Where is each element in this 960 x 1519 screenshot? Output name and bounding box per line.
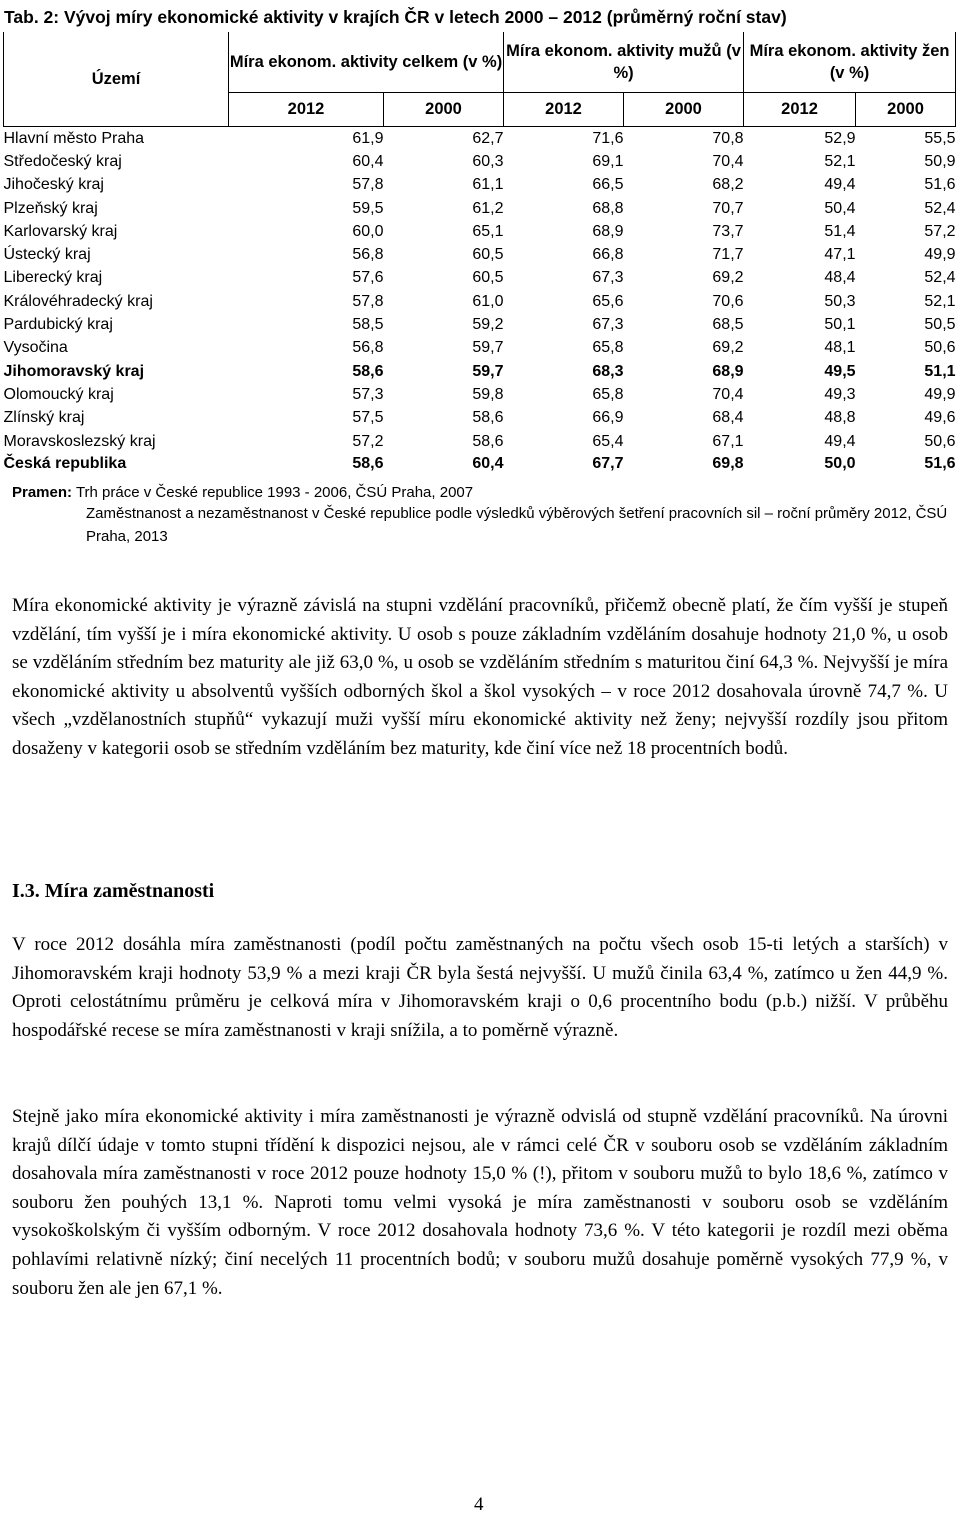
- group-header-total: Míra ekonom. aktivity celkem (v %): [229, 32, 504, 92]
- paragraph-employment-rate: V roce 2012 dosáhla míra zaměstnanosti (podíl počtu zaměstnaných na počtu všech osob 15-ti letých a starších) v Jihomoravském kraji hodnoty 53,9 % a mezi kraji ČR byla šestá nejvyšší. U mužů činila 63,4 %, zatímco u žen 44,9 %. Oproti celostátnímu průměru je celková míra v Jihomoravském kraji o 0,6 procentního bodu (p.b.) nižší. V průběhu hospodářské recese se míra zaměstnanosti v kraji snížila, a to poměrně výrazně.: [12, 934, 948, 1041]
- paragraph-employment-education: Stejně jako míra ekonomické aktivity i míra zaměstnanosti je výrazně odvislá od stupně vzdělání pracovníků. Na úrovni krajů dílčí údaje v tomto stupni třídění k dispozici nejsou, ale v rámci celé ČR v souboru osob se vzděláním základním dosahovala míra zaměstnanosti v roce 2012 pouze hodnoty 15,0 % (!), přitom v souboru mužů to bylo 18,6 %, zatímco v souboru žen pouhých 13,1 %. Naproti tomu velmi vysoká je míra zaměstnanosti v souboru osob se vzděláním vysokoškolským či vyšším odborným. V roce 2012 dosahovala hodnoty 73,6 %. V této kategorii je rozdíl mezi oběma pohlavími relativně nízký; činí necelých 11 procentních bodů; v souboru mužů dosahuje poměrně vysokých 77,9 %, v souboru žen ale jen 67,1 %.: [12, 1106, 948, 1299]
- section-heading: I.3. Míra zaměstnanosti: [12, 880, 215, 902]
- value-cell: 49,5: [824, 362, 856, 380]
- value-cell: 51,1: [924, 362, 956, 380]
- value-cell: 66,9: [592, 409, 624, 427]
- region-name: Pardubický kraj: [3, 316, 113, 334]
- value-cell: 70,7: [712, 199, 744, 217]
- table-row: [4, 429, 956, 452]
- value-cell: 47,1: [824, 246, 856, 264]
- value-cell: 58,6: [472, 409, 504, 427]
- table-row: [4, 359, 956, 382]
- value-cell: 52,4: [924, 269, 956, 287]
- region-name: Jihomoravský kraj: [3, 362, 145, 380]
- value-cell: 70,4: [712, 152, 744, 170]
- table-row: [4, 453, 956, 475]
- region-name: Středočeský kraj: [3, 152, 122, 170]
- table-row: [4, 313, 956, 336]
- value-cell: 57,8: [352, 176, 384, 194]
- value-cell: 57,6: [352, 269, 384, 287]
- value-cell: 58,6: [472, 432, 504, 450]
- table-row: [4, 126, 956, 150]
- value-cell: 69,2: [712, 269, 744, 287]
- value-cell: 49,9: [924, 385, 956, 403]
- value-cell: 52,9: [824, 129, 856, 147]
- value-cell: 55,5: [924, 129, 956, 147]
- value-cell: 60,3: [472, 152, 504, 170]
- value-cell: 50,1: [824, 316, 856, 334]
- value-cell: 49,9: [924, 246, 956, 264]
- value-cell: 57,2: [352, 432, 384, 450]
- value-cell: 60,5: [472, 246, 504, 264]
- region-name: Hlavní město Praha: [3, 129, 145, 147]
- table-row: [4, 150, 956, 173]
- region-name: Jihočeský kraj: [3, 176, 104, 194]
- value-cell: 50,6: [924, 339, 956, 357]
- value-cell: 71,7: [712, 246, 744, 264]
- value-cell: 65,4: [592, 432, 624, 450]
- table-row: [4, 196, 956, 219]
- value-cell: 68,9: [592, 222, 624, 240]
- value-cell: 61,9: [352, 129, 384, 147]
- value-cell: 71,6: [592, 129, 624, 147]
- table-row: [4, 220, 956, 243]
- value-cell: 48,4: [824, 269, 856, 287]
- value-cell: 70,4: [712, 385, 744, 403]
- value-cell: 58,6: [352, 362, 384, 380]
- value-cell: 59,7: [472, 339, 504, 357]
- year-header: 2012: [504, 92, 624, 126]
- value-cell: 61,2: [472, 199, 504, 217]
- value-cell: 51,4: [824, 222, 856, 240]
- region-name: Liberecký kraj: [3, 269, 103, 287]
- value-cell: 61,0: [472, 292, 504, 310]
- value-cell: 73,7: [712, 222, 744, 240]
- year-header: 2000: [856, 92, 956, 126]
- source-label: Pramen:: [12, 484, 73, 501]
- value-cell: 50,9: [924, 152, 956, 170]
- value-cell: 51,6: [924, 454, 956, 472]
- value-cell: 66,8: [592, 246, 624, 264]
- group-header-women: Míra ekonom. aktivity žen (v %): [744, 32, 956, 92]
- value-cell: 60,4: [352, 152, 384, 170]
- value-cell: 68,4: [712, 409, 744, 427]
- value-cell: 70,8: [712, 129, 744, 147]
- value-cell: 61,1: [472, 176, 504, 194]
- value-cell: 60,4: [472, 454, 504, 472]
- source-text-2: Zaměstnanost a nezaměstnanost v České republice podle výsledků výběrových šetření pracovních sil – roční průměry 2012, ČSÚ Praha, 2013: [86, 505, 948, 545]
- value-cell: 67,3: [592, 269, 624, 287]
- value-cell: 59,2: [472, 316, 504, 334]
- value-cell: 56,8: [352, 246, 384, 264]
- table-row: [4, 173, 956, 196]
- table-row: [4, 383, 956, 406]
- page-number: 4: [474, 1494, 484, 1515]
- value-cell: 58,6: [352, 454, 384, 472]
- region-name: Zlínský kraj: [3, 409, 85, 427]
- value-cell: 70,6: [712, 292, 744, 310]
- value-cell: 50,6: [924, 432, 956, 450]
- group-header-men: Míra ekonom. aktivity mužů (v %): [504, 32, 744, 92]
- table-body: [4, 126, 956, 475]
- value-cell: 68,3: [592, 362, 624, 380]
- table-row: [4, 243, 956, 266]
- value-cell: 60,5: [472, 269, 504, 287]
- value-cell: 52,1: [924, 292, 956, 310]
- table-row: [4, 290, 956, 313]
- value-cell: 50,4: [824, 199, 856, 217]
- value-cell: 59,7: [472, 362, 504, 380]
- year-header: 2000: [624, 92, 744, 126]
- territory-header: Území: [4, 32, 229, 126]
- value-cell: 65,8: [592, 385, 624, 403]
- paragraph-economic-activity: Míra ekonomické aktivity je výrazně závislá na stupni vzdělání pracovníků, přičemž obecně platí, že čím vyšší je stupeň vzdělání, tím vyšší je i míra ekonomické aktivity. U osob s pouze základním vzděláním dosahuje hodnoty 21,0 %, u osob se vzděláním středním bez maturity ale již 63,0 %, u osob se vzděláním středním s maturitou činí 64,3 %. Nejvyšší je míra ekonomické aktivity u absolventů vyšších odborných škol a škol vysokých – v roce 2012 dosahovala úrovně 74,7 %. U všech „vzdělanostních stupňů“ vykazují muži vyšší míru ekonomické aktivity než ženy; nejvyšší rozdíly jsou přitom dosaženy v kategorii osob se středním vzděláním bez maturity, kde činí více než 18 procentních bodů.: [12, 595, 948, 759]
- value-cell: 50,3: [824, 292, 856, 310]
- value-cell: 58,5: [352, 316, 384, 334]
- value-cell: 51,6: [924, 176, 956, 194]
- value-cell: 68,9: [712, 362, 744, 380]
- value-cell: 65,1: [472, 222, 504, 240]
- value-cell: 57,8: [352, 292, 384, 310]
- value-cell: 59,5: [352, 199, 384, 217]
- value-cell: 67,3: [592, 316, 624, 334]
- year-header: 2012: [744, 92, 856, 126]
- source-line-1: [12, 481, 473, 504]
- value-cell: 69,1: [592, 152, 624, 170]
- value-cell: 69,8: [712, 454, 744, 472]
- value-cell: 57,5: [352, 409, 384, 427]
- value-cell: 60,0: [352, 222, 384, 240]
- region-name: Královéhradecký kraj: [3, 292, 153, 310]
- table-caption: Tab. 2: Vývoj míry ekonomické aktivity v krajích ČR v letech 2000 – 2012 (průměrný roční stav): [4, 7, 787, 27]
- value-cell: 67,1: [712, 432, 744, 450]
- value-cell: 62,7: [472, 129, 504, 147]
- year-header: 2000: [384, 92, 504, 126]
- value-cell: 59,8: [472, 385, 504, 403]
- value-cell: 48,1: [824, 339, 856, 357]
- region-name: Ústecký kraj: [3, 246, 91, 264]
- value-cell: 68,2: [712, 176, 744, 194]
- value-cell: 57,2: [924, 222, 956, 240]
- value-cell: 65,8: [592, 339, 624, 357]
- region-name: Karlovarský kraj: [3, 222, 118, 240]
- value-cell: 68,5: [712, 316, 744, 334]
- year-header: 2012: [229, 92, 384, 126]
- region-name: Plzeňský kraj: [3, 199, 98, 217]
- value-cell: 52,1: [824, 152, 856, 170]
- value-cell: 49,3: [824, 385, 856, 403]
- region-name: Olomoucký kraj: [3, 385, 114, 403]
- value-cell: 49,4: [824, 432, 856, 450]
- region-name: Moravskoslezský kraj: [3, 432, 156, 450]
- region-name: Vysočina: [3, 339, 68, 357]
- economic-activity-table: [3, 32, 956, 475]
- value-cell: 57,3: [352, 385, 384, 403]
- table-row: [4, 406, 956, 429]
- value-cell: 49,4: [824, 176, 856, 194]
- value-cell: 66,5: [592, 176, 624, 194]
- value-cell: 56,8: [352, 339, 384, 357]
- table-row: [4, 336, 956, 359]
- value-cell: 69,2: [712, 339, 744, 357]
- value-cell: 67,7: [592, 454, 624, 472]
- value-cell: 68,8: [592, 199, 624, 217]
- value-cell: 50,5: [924, 316, 956, 334]
- region-name: Česká republika: [3, 454, 127, 472]
- value-cell: 65,6: [592, 292, 624, 310]
- value-cell: 50,0: [824, 454, 856, 472]
- value-cell: 49,6: [924, 409, 956, 427]
- value-cell: 52,4: [924, 199, 956, 217]
- value-cell: 48,8: [824, 409, 856, 427]
- source-text-1: Trh práce v České republice 1993 - 2006, ČSÚ Praha, 2007: [75, 484, 474, 501]
- table-row: [4, 266, 956, 289]
